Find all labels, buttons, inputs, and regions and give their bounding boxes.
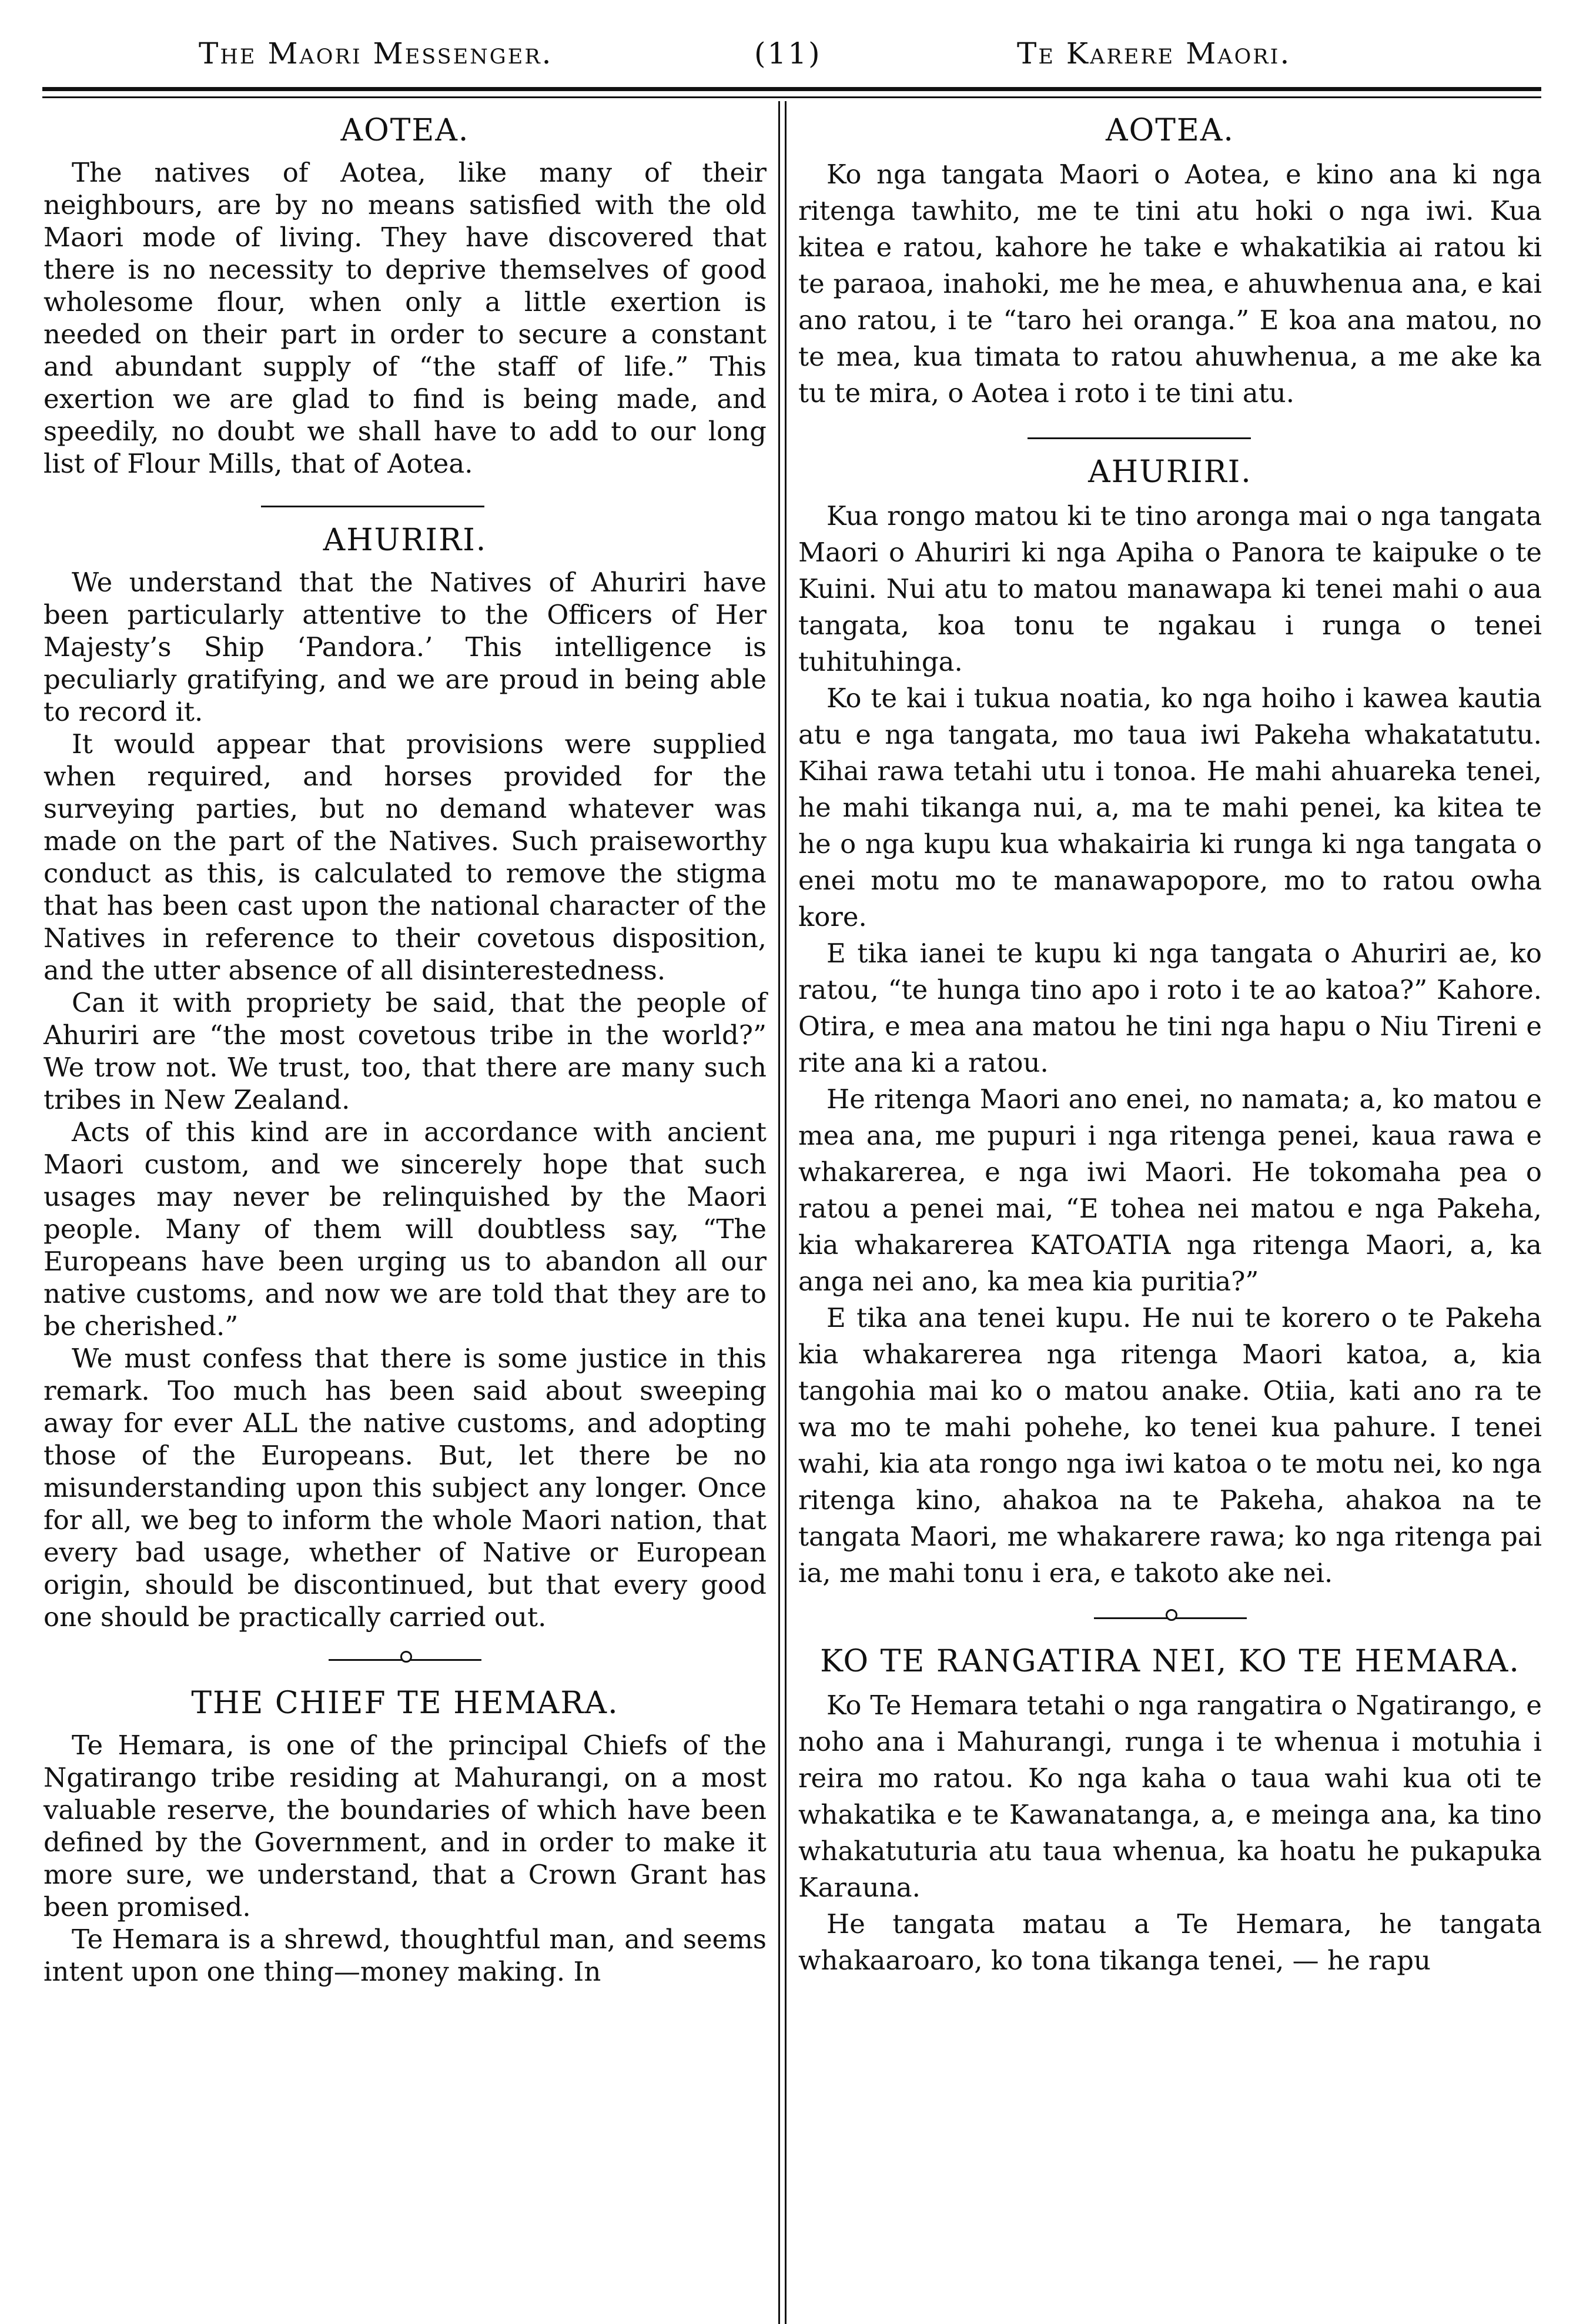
header-rule-thin <box>42 96 1541 98</box>
column-divider <box>777 101 789 2324</box>
maori-column <box>798 112 1542 1979</box>
section-separator <box>329 1659 481 1661</box>
article-paragraph: We understand that the Natives of Ahuriri have been particularly attentive to the Officers of Her Majesty’s Ship ‘Pandora.’ This intelligence is peculiarly gratifying, and we are proud in being able to record it. <box>43 567 767 727</box>
article-title: KO TE RANGATIRA NEI, KO TE HEMARA. <box>820 1644 1520 1679</box>
english-column <box>43 112 767 1988</box>
article-aotea-mi <box>798 112 1542 412</box>
article-paragraph: Ko nga tangata Maori o Aotea, e kino ana ki nga ritenga tawhito, me te tini atu hoki o nga iwi. Kua kitea e ratou, kahore he take e whakatikia ai ratou ki te paraoa, inahoki, me he mea, e ahuwhenua ana, e kai ano ratou, i te “taro hei oranga.” E koa ana matou, no te mea, kua timata to ratou ahuwhenua, a me ake ka tu te mira, o Aotea i roto i te tini atu. <box>798 159 1542 409</box>
article-te-hemara-mi <box>798 1643 1542 1979</box>
header-right-title: Te Karere Maori. <box>1017 36 1291 71</box>
article-ahuriri-mi <box>798 453 1542 1591</box>
section-separator <box>1094 1617 1247 1619</box>
section-rule <box>261 506 484 507</box>
article-paragraph: Ko Te Hemara tetahi o nga rangatira o Ngatirango, e noho ana i Mahurangi, runga i te whenua i motuhia i reira mo ratou. Ko nga kaha o taua wahi kua oti te whakatika e te Kawanatanga, a, e meinga ana, ka tino whakatuturia atu taua whenua, ka hoatu he pukapuka Karauna. <box>798 1690 1542 1903</box>
article-paragraph: E tika ana tenei kupu. He nui te korero o te Pakeha kia whakarerea nga ritenga Maori katoa, a, kia tangohia mai ko o matou anake. Otiia, kati ano ra te wa mo te mahi pohehe, ko tenei kua pahure. I tenei wahi, kia ata rongo nga iwi katoa o te motu nei, ko nga ritenga kino, ahakoa na te Pakeha, ahakoa na te tangata Maori, me whakarere rawa; ko nga ritenga pai ia, me mahi tonu i era, e takoto ake nei. <box>798 1302 1542 1589</box>
article-title: AOTEA. <box>1106 113 1234 148</box>
article-title: AHURIRI. <box>323 523 487 558</box>
article-ahuriri-en <box>43 521 767 1633</box>
article-paragraph: Kua rongo matou ki te tino aronga mai o nga tangata Maori o Ahuriri ki nga Apiha o Panora te kaipuke o te Kuini. Nui atu to matou manawapa ki tenei mahi o aua tangata, koa tonu te ngakau i runga o tenei tuhituhinga. <box>798 500 1542 677</box>
article-paragraph: We must confess that there is some justice in this remark. Too much has been said about sweeping away for ever ALL the native customs, and adopting those of the Europeans. But, let there be no misunderstanding upon this subject any longer. Once for all, we beg to inform the whole Maori nation, that every bad usage, whether of Native or European origin, should be discontinued, but that every good one should be practically carried out. <box>43 1343 767 1633</box>
page-header <box>0 0 1583 100</box>
article-paragraph: E tika ianei te kupu ki nga tangata o Ahuriri ae, ko ratou, “te hunga tino apo i roto i te ao katoa?” Kahore. Otira, e mea ana matou he tini nga hapu o Niu Tireni e rite ana ki a ratou. <box>798 938 1542 1078</box>
article-paragraph: Can it with propriety be said, that the people of Ahuriri are “the most covetous tribe in the world?” We trow not. We trust, too, that there are many such tribes in New Zealand. <box>43 987 767 1115</box>
header-left-title: The Maori Messenger. <box>199 36 553 71</box>
article-paragraph: The natives of Aotea, like many of their neighbours, are by no means satisfied with the old Maori mode of living. They have discovered that there is no necessity to deprive themselves of good wholesome flour, when only a little exertion is needed on their part in order to secure a constant and abundant supply of “the staff of life.” This exertion we are glad to find is being made, and speedily, no doubt we shall have to add to our long list of Flour Mills, that of Aotea. <box>43 157 767 479</box>
article-title: THE CHIEF TE HEMARA. <box>191 1686 619 1721</box>
article-paragraph: Te Hemara is a shrewd, thoughtful man, and seems intent upon one thing—money making. In <box>43 1924 767 1987</box>
article-title: AOTEA. <box>340 113 470 148</box>
article-paragraph: It would appear that provisions were supplied when required, and horses provided for the surveying parties, but no demand whatever was made on the part of the Natives. Such praiseworthy conduct as this, is calculated to remove the stigma that has been cast upon the national character of the Natives in reference to their covetous disposition, and the utter absence of all disinterestedness. <box>43 728 767 986</box>
article-aotea-en <box>43 112 767 480</box>
article-paragraph: Te Hemara, is one of the principal Chiefs of the Ngatirango tribe residing at Mahurangi, on a most valuable reserve, the boundaries of which have been defined by the Government, and in order to make it more sure, we understand, that a Crown Grant has been promised. <box>43 1730 767 1922</box>
article-paragraph: Ko te kai i tukua noatia, ko nga hoiho i kawea kautia atu e nga tangata, mo taua iwi Pakeha whakatatutu. Kihai rawa tetahi utu i tonoa. He mahi ahuareka tenei, he mahi tikanga nui, a, ma te mahi penei, ka kitea te he o nga kupu kua whakairia ki runga ki nga tangata o enei motu mo te manawapopore, mo to ratou owha kore. <box>798 683 1542 932</box>
header-rule-thick <box>42 87 1541 91</box>
separator-ornament <box>400 1651 412 1663</box>
article-paragraph: He ritenga Maori ano enei, no namata; a, ko matou e mea ana, me pupuri i nga ritenga penei, kaua rawa e whakarerea, e nga iwi Maori. He tokomaha pea o ratou a penei mai, “E tohea nei matou e nga Pakeha, kia whakarerea KATOATIA nga ritenga Maori, a, ka anga nei ano, ka mea kia puritia?” <box>798 1084 1542 1297</box>
article-paragraph: He tangata matau a Te Hemara, he tangata whakaaroaro, ko tona tikanga tenei, — he rapu <box>798 1908 1542 1976</box>
section-rule <box>1028 437 1251 439</box>
article-paragraph: Acts of this kind are in accordance with ancient Maori custom, and we sincerely hope that such usages may never be relinquished by the Maori people. Many of them will doubtless say, “The Europeans have been urging us to abandon all our native customs, and now we are told that they are to be cherished.” <box>43 1116 767 1342</box>
page-number: (11) <box>754 36 822 71</box>
article-te-hemara-en <box>43 1684 767 1988</box>
article-title: AHURIRI. <box>1088 454 1252 490</box>
separator-ornament <box>1166 1609 1177 1621</box>
